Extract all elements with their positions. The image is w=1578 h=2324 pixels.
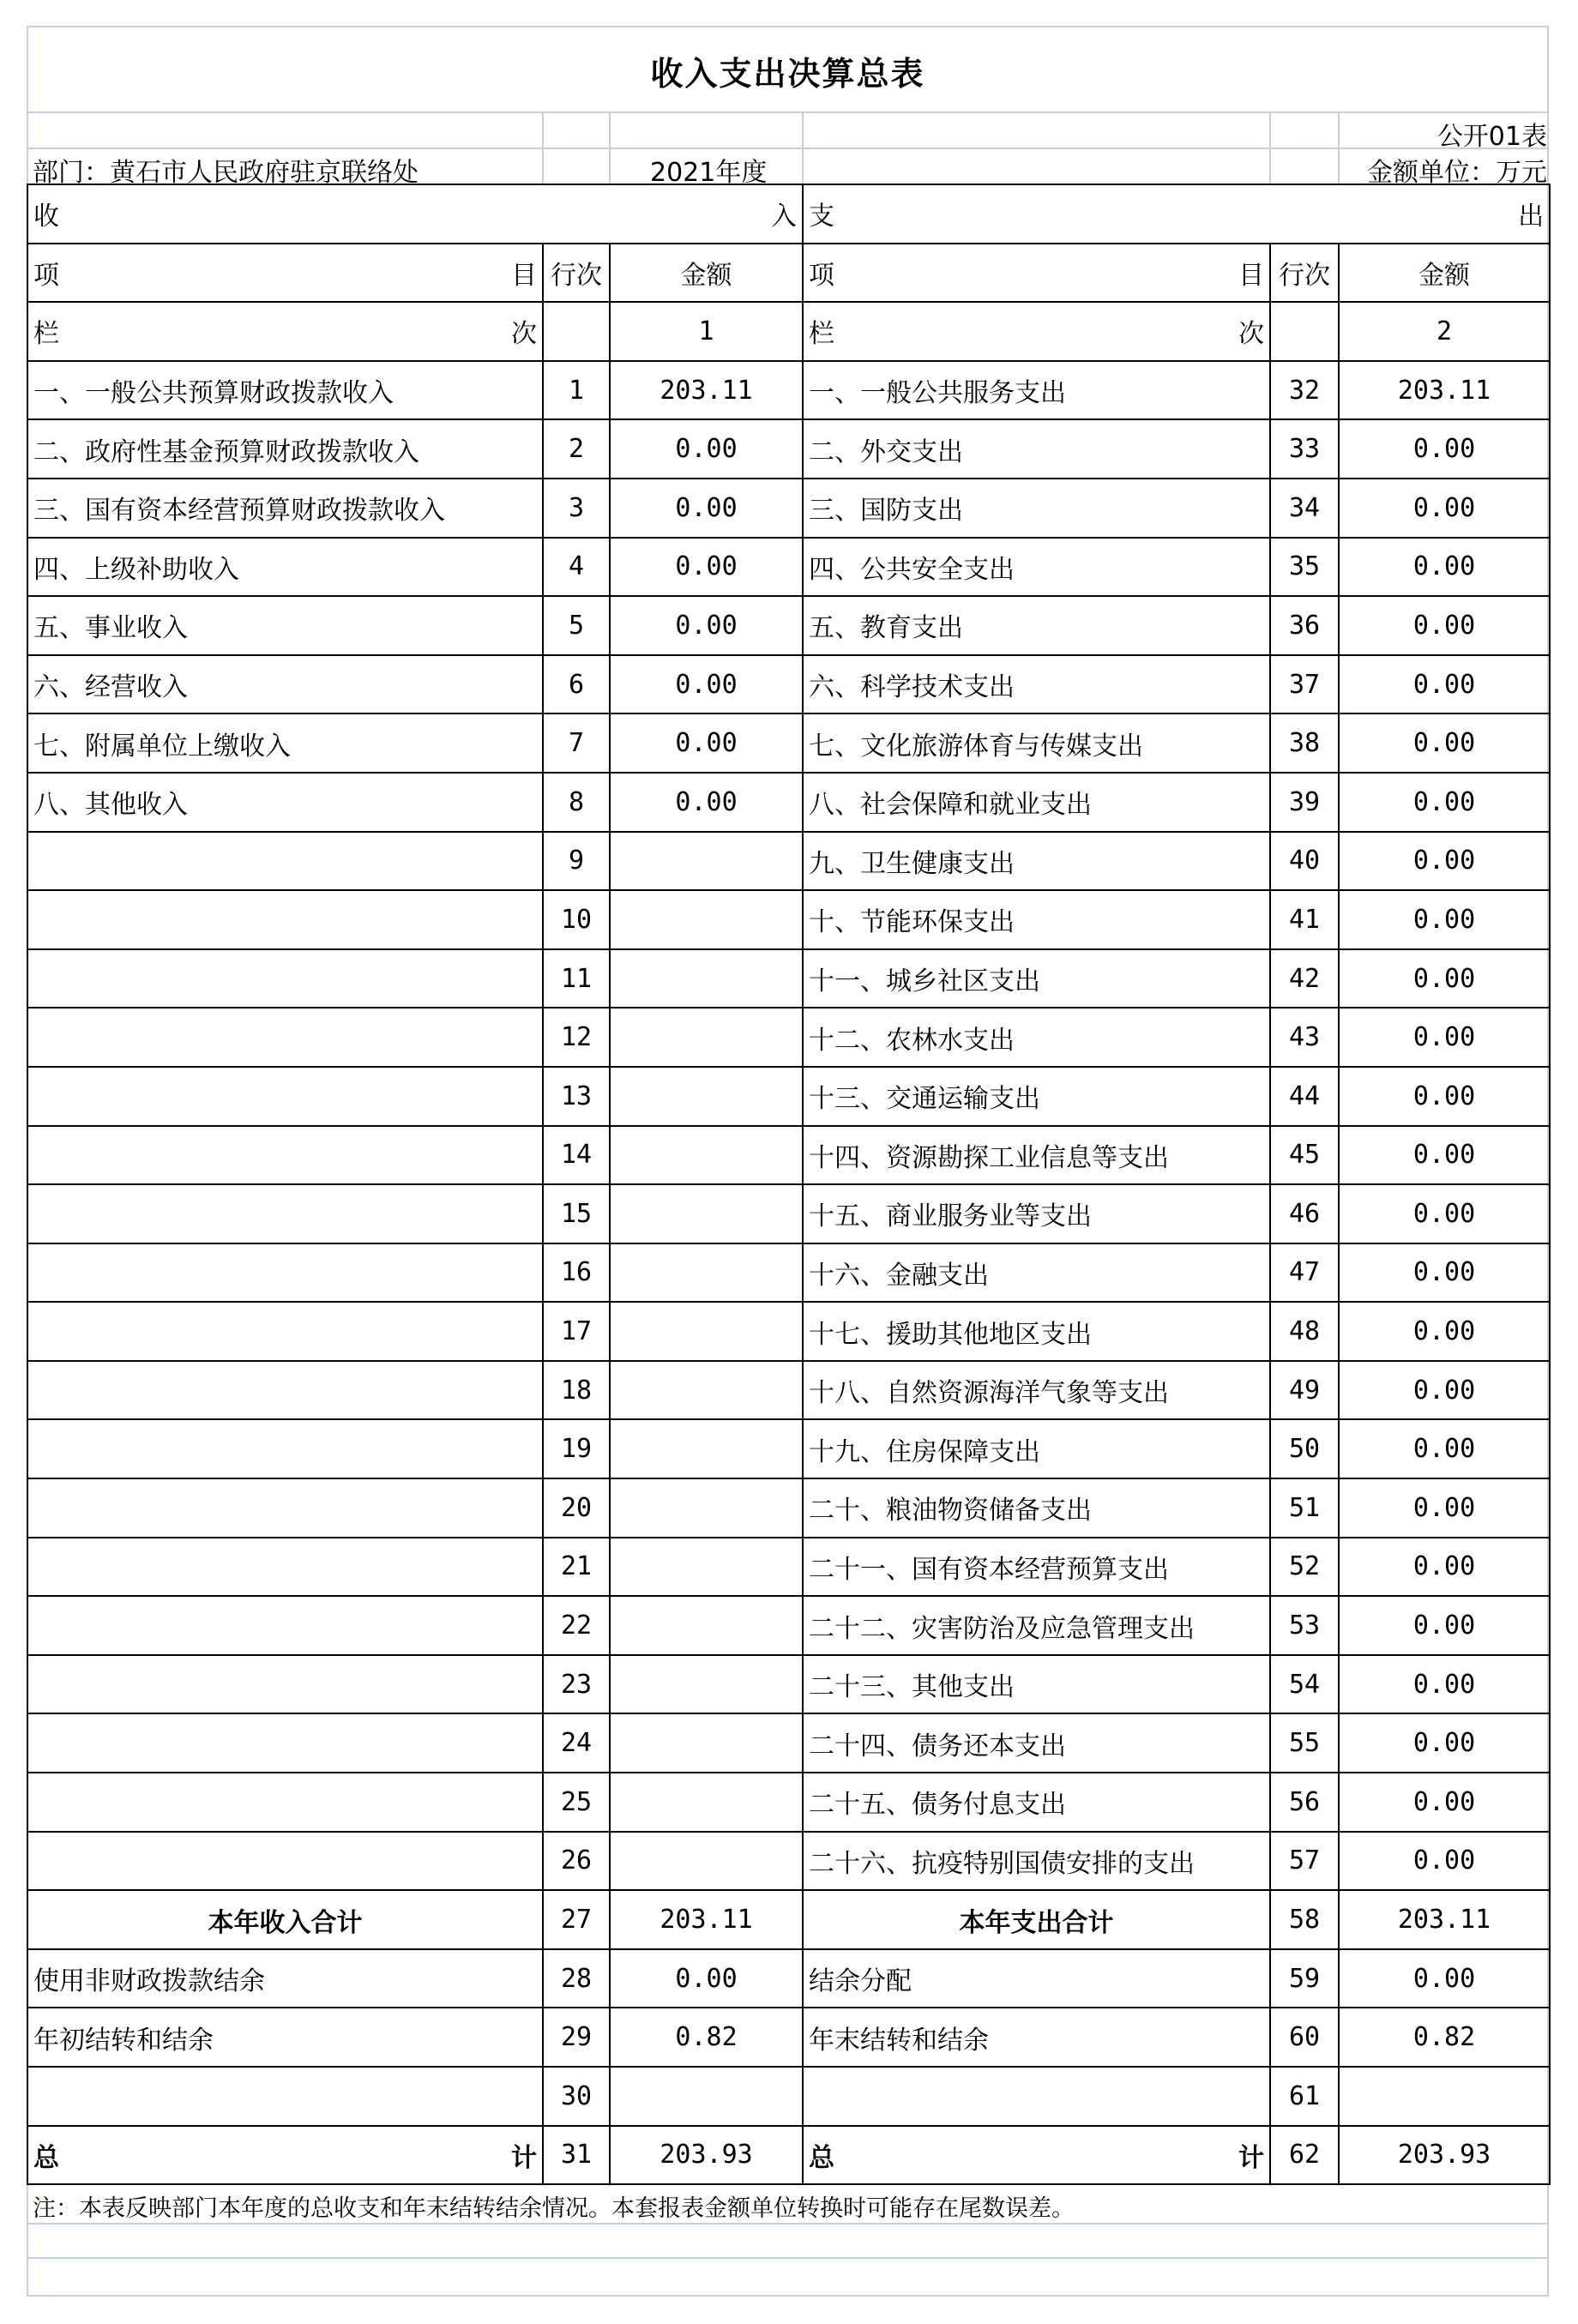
footnote: 注：本表反映部门本年度的总收支和年末结转结余情况。本套报表金额单位转换时可能存在尾数误差。	[33, 2195, 1075, 2222]
income-amount	[610, 1832, 803, 1891]
expense-item-label: 十四、资源勘探工业信息等支出	[803, 1126, 1270, 1185]
income-item-label	[27, 1361, 543, 1420]
table-row	[27, 2067, 1550, 2126]
table-row	[27, 890, 1550, 949]
expense-row-no: 59	[1270, 1949, 1339, 2008]
income-row-no: 3	[543, 479, 610, 538]
expense-item-label: 十六、金融支出	[803, 1243, 1270, 1303]
expense-item-label: 八、社会保障和就业支出	[803, 773, 1270, 832]
income-item-label: 七、附属单位上缴收入	[27, 713, 543, 773]
table-row	[27, 361, 1550, 420]
expense-item-label: 本年支出合计	[803, 1890, 1270, 1949]
table-row	[27, 1478, 1550, 1538]
column-index-label: 栏 次	[803, 302, 1270, 361]
income-item-label	[27, 1184, 543, 1243]
fiscal-year: 2021年度	[650, 158, 768, 188]
expense-item-label: 二十三、其他支出	[803, 1655, 1270, 1714]
table-row	[27, 1655, 1550, 1714]
column-index: 1	[610, 302, 803, 361]
income-amount	[610, 1773, 803, 1832]
expense-amount: 0.00	[1339, 1655, 1550, 1714]
expense-item-label: 十五、商业服务业等支出	[803, 1184, 1270, 1243]
gridline	[802, 111, 804, 184]
income-row-no: 24	[543, 1713, 610, 1773]
expense-item-label: 二十、粮油物资储备支出	[803, 1478, 1270, 1538]
income-row-no: 17	[543, 1302, 610, 1361]
table-row	[27, 713, 1550, 773]
table-row	[27, 1773, 1550, 1832]
income-amount: 203.11	[610, 361, 803, 420]
expense-item-label: 二十四、债务还本支出	[803, 1713, 1270, 1773]
income-amount	[610, 1419, 803, 1478]
income-row-no: 14	[543, 1126, 610, 1185]
income-item-label: 五、事业收入	[27, 596, 543, 655]
income-row-no: 30	[543, 2067, 610, 2126]
expense-amount	[1339, 2067, 1550, 2126]
income-amount	[610, 949, 803, 1008]
expense-item-label: 五、教育支出	[803, 596, 1270, 655]
expense-item-label: 二十五、债务付息支出	[803, 1773, 1270, 1832]
expense-row-no: 40	[1270, 832, 1339, 891]
expense-amount: 0.00	[1339, 596, 1550, 655]
expense-row-no: 41	[1270, 890, 1339, 949]
income-item-label	[27, 1655, 543, 1714]
form-code: 公开01表	[1436, 122, 1547, 152]
table-row	[27, 1008, 1550, 1067]
expense-item-label: 二、外交支出	[803, 419, 1270, 479]
income-row-no: 31	[543, 2126, 610, 2185]
income-item-label	[27, 1478, 543, 1538]
expense-item-label	[803, 2067, 1270, 2126]
expense-header: 支 出	[803, 184, 1550, 244]
expense-amount: 0.00	[1339, 1949, 1550, 2008]
income-row-no: 1	[543, 361, 610, 420]
expense-row-no: 60	[1270, 2008, 1339, 2067]
income-amount	[610, 2067, 803, 2126]
income-item-label	[27, 1302, 543, 1361]
page-title: 收入支出决算总表	[650, 55, 925, 93]
income-item-label	[27, 1419, 543, 1478]
income-amount: 0.82	[610, 2008, 803, 2067]
income-amount	[610, 890, 803, 949]
table-row	[27, 538, 1550, 597]
income-amount	[610, 1538, 803, 1597]
expense-row-no: 47	[1270, 1243, 1339, 1303]
header-row-income-expense	[27, 184, 1550, 244]
table-row	[27, 1949, 1550, 2008]
income-amount	[610, 1302, 803, 1361]
income-row-no: 23	[543, 1655, 610, 1714]
expense-amount: 0.00	[1339, 1126, 1550, 1185]
income-item-label	[27, 1126, 543, 1185]
income-row-no: 26	[543, 1832, 610, 1891]
expense-amount: 0.00	[1339, 1243, 1550, 1303]
row-no-header: 行次	[543, 244, 610, 303]
income-row-no: 5	[543, 596, 610, 655]
income-item-label	[27, 1596, 543, 1655]
income-amount	[610, 1184, 803, 1243]
expense-amount: 0.00	[1339, 1713, 1550, 1773]
expense-row-no: 37	[1270, 655, 1339, 714]
expense-row-no: 52	[1270, 1538, 1339, 1597]
gridline	[1269, 111, 1271, 184]
department-label: 部门：黄石市人民政府驻京联络处	[33, 158, 419, 188]
expense-row-no: 39	[1270, 773, 1339, 832]
amount-unit: 金额单位：万元	[1367, 158, 1547, 188]
income-amount: 0.00	[610, 419, 803, 479]
income-amount	[610, 1067, 803, 1126]
expense-amount: 0.00	[1339, 1773, 1550, 1832]
expense-item-label: 十七、援助其他地区支出	[803, 1302, 1270, 1361]
table-row	[27, 1419, 1550, 1478]
income-row-no: 4	[543, 538, 610, 597]
income-amount	[610, 1008, 803, 1067]
gridline	[27, 26, 1549, 27]
table-row	[27, 596, 1550, 655]
income-row-no: 22	[543, 1596, 610, 1655]
expense-row-no: 45	[1270, 1126, 1339, 1185]
expense-amount: 0.82	[1339, 2008, 1550, 2067]
expense-row-no: 55	[1270, 1713, 1339, 1773]
expense-amount: 0.00	[1339, 890, 1550, 949]
income-amount	[610, 1478, 803, 1538]
income-amount	[610, 1596, 803, 1655]
income-item-label	[27, 1538, 543, 1597]
table-row	[27, 832, 1550, 891]
income-row-no: 21	[543, 1538, 610, 1597]
income-amount: 203.11	[610, 1890, 803, 1949]
expense-amount: 203.11	[1339, 1890, 1550, 1949]
expense-row-no: 62	[1270, 2126, 1339, 2185]
income-item-label	[27, 1067, 543, 1126]
income-amount: 0.00	[610, 713, 803, 773]
table-row	[27, 1538, 1550, 1597]
income-item-label	[27, 890, 543, 949]
income-amount: 0.00	[610, 596, 803, 655]
income-total-label: 总 计	[27, 2126, 543, 2185]
income-item-label: 三、国有资本经营预算财政拨款收入	[27, 479, 543, 538]
row-no-header: 行次	[1270, 244, 1339, 303]
expense-row-no: 36	[1270, 596, 1339, 655]
header-row-columns	[27, 244, 1550, 303]
gridline	[1338, 111, 1340, 184]
table-row	[27, 1596, 1550, 1655]
table-row	[27, 1067, 1550, 1126]
income-row-no: 7	[543, 713, 610, 773]
expense-amount: 0.00	[1339, 1184, 1550, 1243]
expense-amount: 0.00	[1339, 1538, 1550, 1597]
income-item-label: 使用非财政拨款结余	[27, 1949, 543, 2008]
income-row-no: 6	[543, 655, 610, 714]
gridline	[27, 111, 1549, 113]
table-row	[27, 1713, 1550, 1773]
expense-amount: 0.00	[1339, 1008, 1550, 1067]
expense-amount: 0.00	[1339, 1302, 1550, 1361]
gridline	[27, 2223, 1549, 2225]
expense-item-label: 六、科学技术支出	[803, 655, 1270, 714]
table-row	[27, 949, 1550, 1008]
expense-item-label: 二十一、国有资本经营预算支出	[803, 1538, 1270, 1597]
income-row-no: 15	[543, 1184, 610, 1243]
expense-row-no: 32	[1270, 361, 1339, 420]
expense-row-no: 35	[1270, 538, 1339, 597]
expense-amount: 203.11	[1339, 361, 1550, 420]
expense-amount: 0.00	[1339, 713, 1550, 773]
expense-row-no: 51	[1270, 1478, 1339, 1538]
income-row-no: 11	[543, 949, 610, 1008]
expense-item-label: 二十二、灾害防治及应急管理支出	[803, 1596, 1270, 1655]
table-row	[27, 2008, 1550, 2067]
income-item-label	[27, 832, 543, 891]
income-total-amount: 203.93	[610, 2126, 803, 2185]
income-item-label: 一、一般公共预算财政拨款收入	[27, 361, 543, 420]
income-row-no: 25	[543, 1773, 610, 1832]
table-row	[27, 655, 1550, 714]
expense-amount: 0.00	[1339, 479, 1550, 538]
expense-item-label: 二十六、抗疫特别国债安排的支出	[803, 1832, 1270, 1891]
income-amount: 0.00	[610, 538, 803, 597]
expense-item-label: 三、国防支出	[803, 479, 1270, 538]
income-item-label: 四、上级补助收入	[27, 538, 543, 597]
table-row	[27, 1243, 1550, 1303]
expense-row-no: 49	[1270, 1361, 1339, 1420]
expense-row-no: 57	[1270, 1832, 1339, 1891]
expense-row-no: 61	[1270, 2067, 1339, 2126]
table-row	[27, 1126, 1550, 1185]
income-row-no: 29	[543, 2008, 610, 2067]
table-row	[27, 773, 1550, 832]
expense-row-no: 46	[1270, 1184, 1339, 1243]
subtotal-row	[27, 1890, 1550, 1949]
income-row-no: 10	[543, 890, 610, 949]
income-expense-table	[27, 184, 1551, 2185]
income-amount	[610, 1361, 803, 1420]
income-item-label: 八、其他收入	[27, 773, 543, 832]
column-index: 2	[1339, 302, 1550, 361]
expense-item-label: 七、文化旅游体育与传媒支出	[803, 713, 1270, 773]
income-row-no: 19	[543, 1419, 610, 1478]
income-item-label	[27, 1773, 543, 1832]
expense-amount: 0.00	[1339, 1596, 1550, 1655]
expense-row-no: 34	[1270, 479, 1339, 538]
income-item-label	[27, 2067, 543, 2126]
expense-row-no: 38	[1270, 713, 1339, 773]
expense-total-amount: 203.93	[1339, 2126, 1550, 2185]
expense-row-no: 44	[1270, 1067, 1339, 1126]
expense-amount: 0.00	[1339, 1832, 1550, 1891]
income-item-label	[27, 949, 543, 1008]
expense-item-label: 十三、交通运输支出	[803, 1067, 1270, 1126]
income-amount	[610, 1126, 803, 1185]
item-header: 项 目	[27, 244, 543, 303]
expense-item-label: 十一、城乡社区支出	[803, 949, 1270, 1008]
header-row-column-index	[27, 302, 1550, 361]
expense-row-no: 43	[1270, 1008, 1339, 1067]
income-amount	[610, 832, 803, 891]
expense-amount: 0.00	[1339, 538, 1550, 597]
income-row-no: 12	[543, 1008, 610, 1067]
gridline	[27, 2295, 1549, 2297]
income-item-label: 二、政府性基金预算财政拨款收入	[27, 419, 543, 479]
expense-amount: 0.00	[1339, 1361, 1550, 1420]
amount-header: 金额	[1339, 244, 1550, 303]
income-row-no: 20	[543, 1478, 610, 1538]
income-amount	[610, 1713, 803, 1773]
expense-row-no: 58	[1270, 1890, 1339, 1949]
income-amount: 0.00	[610, 773, 803, 832]
table-row	[27, 1361, 1550, 1420]
table-row	[27, 479, 1550, 538]
income-row-no: 16	[543, 1243, 610, 1303]
expense-row-no: 50	[1270, 1419, 1339, 1478]
expense-item-label: 十九、住房保障支出	[803, 1419, 1270, 1478]
income-header: 收 入	[27, 184, 803, 244]
table-row	[27, 1302, 1550, 1361]
expense-item-label: 十二、农林水支出	[803, 1008, 1270, 1067]
income-amount	[610, 1655, 803, 1714]
expense-amount: 0.00	[1339, 1067, 1550, 1126]
income-row-no: 28	[543, 1949, 610, 2008]
income-item-label	[27, 1832, 543, 1891]
expense-row-no: 42	[1270, 949, 1339, 1008]
income-item-label	[27, 1713, 543, 1773]
expense-item-label: 十、节能环保支出	[803, 890, 1270, 949]
expense-item-label: 一、一般公共服务支出	[803, 361, 1270, 420]
gridline	[27, 2257, 1549, 2259]
expense-amount: 0.00	[1339, 419, 1550, 479]
gridline	[27, 148, 1549, 149]
income-row-no: 13	[543, 1067, 610, 1126]
expense-amount: 0.00	[1339, 655, 1550, 714]
expense-item-label: 十八、自然资源海洋气象等支出	[803, 1361, 1270, 1420]
income-row-no: 2	[543, 419, 610, 479]
expense-item-label: 九、卫生健康支出	[803, 832, 1270, 891]
expense-amount: 0.00	[1339, 832, 1550, 891]
income-amount: 0.00	[610, 1949, 803, 2008]
income-item-label	[27, 1243, 543, 1303]
expense-item-label: 年末结转和结余	[803, 2008, 1270, 2067]
expense-amount: 0.00	[1339, 1478, 1550, 1538]
expense-row-no: 56	[1270, 1773, 1339, 1832]
table-row	[27, 419, 1550, 479]
expense-amount: 0.00	[1339, 949, 1550, 1008]
income-row-no: 18	[543, 1361, 610, 1420]
income-amount: 0.00	[610, 479, 803, 538]
item-header: 项 目	[803, 244, 1270, 303]
income-amount	[610, 1243, 803, 1303]
amount-header: 金额	[610, 244, 803, 303]
income-row-no: 27	[543, 1890, 610, 1949]
expense-row-no: 48	[1270, 1302, 1339, 1361]
expense-item-label: 四、公共安全支出	[803, 538, 1270, 597]
table-row	[27, 1184, 1550, 1243]
income-amount: 0.00	[610, 655, 803, 714]
gridline	[542, 111, 544, 184]
expense-row-no: 33	[1270, 419, 1339, 479]
expense-amount: 0.00	[1339, 773, 1550, 832]
income-item-label: 六、经营收入	[27, 655, 543, 714]
income-row-no: 9	[543, 832, 610, 891]
income-item-label: 年初结转和结余	[27, 2008, 543, 2067]
total-row	[27, 2126, 1550, 2185]
income-row-no: 8	[543, 773, 610, 832]
income-item-label: 本年收入合计	[27, 1890, 543, 1949]
gridline	[609, 111, 611, 184]
column-index-label: 栏 次	[27, 302, 543, 361]
expense-total-label: 总 计	[803, 2126, 1270, 2185]
expense-item-label: 结余分配	[803, 1949, 1270, 2008]
table-row	[27, 1832, 1550, 1891]
income-item-label	[27, 1008, 543, 1067]
expense-row-no: 54	[1270, 1655, 1339, 1714]
expense-amount: 0.00	[1339, 1419, 1550, 1478]
expense-row-no: 53	[1270, 1596, 1339, 1655]
